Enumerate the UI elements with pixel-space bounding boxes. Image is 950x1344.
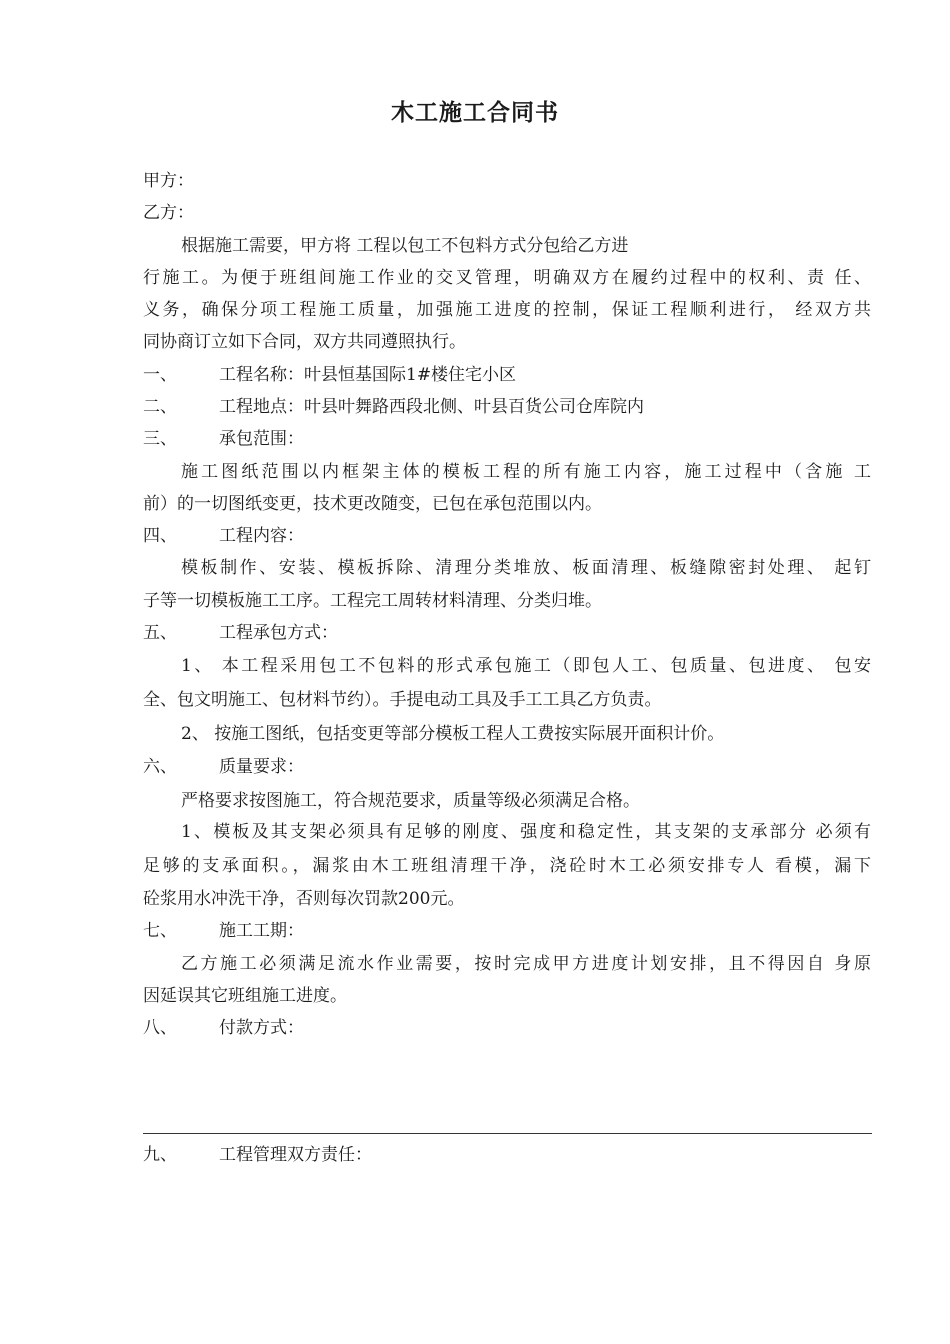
intro-line: 行施工。为便于班组间施工作业的交叉管理，明确双方在履约过程中的权利、责 任、 (143, 268, 871, 288)
section-heading-3 (143, 427, 871, 451)
scope-line: 施工图纸范围以内框架主体的模板工程的所有施工内容，施工过程中（含施 工 (181, 462, 871, 482)
section-number: 七、 (143, 921, 177, 941)
divider-line (143, 1133, 872, 1134)
intro-line: 义务，确保分项工程施工质量，加强施工进度的控制，保证工程顺利进行， 经双方共 (143, 300, 871, 320)
section-text: 工程名称：叶县恒基国际1#楼住宅小区 (219, 365, 517, 385)
schedule-line: 乙方施工必须满足流水作业需要，按时完成甲方进度计划安排，且不得因自 身原 (181, 954, 871, 974)
section-text: 工程管理双方责任： (219, 1145, 372, 1165)
section-text: 付款方式： (219, 1018, 304, 1038)
section-text: 工程承包方式： (219, 623, 338, 643)
section-text: 质量要求： (219, 757, 304, 777)
section-number: 四、 (143, 526, 177, 546)
section-text: 工程内容： (219, 526, 304, 546)
section-heading-1 (143, 363, 871, 387)
quality-line: 1、模板及其支架必须具有足够的刚度、强度和稳定性，其支架的支承部分 必须有 (181, 822, 871, 842)
section-number: 八、 (143, 1018, 177, 1038)
section-number: 五、 (143, 623, 177, 643)
scope-line: 前）的一切图纸变更，技术更改随变，已包在承包范围以内。 (143, 494, 602, 514)
section-heading-7 (143, 919, 871, 943)
quality-line: 砼浆用水冲洗干净，否则每次罚款200元。 (143, 889, 465, 909)
document-title: 木工施工合同书 (391, 100, 559, 126)
method-line: 1、 本工程采用包工不包料的形式承包施工（即包人工、包质量、包进度、 包安 (181, 656, 871, 676)
section-heading-8 (143, 1016, 871, 1040)
content-line: 模板制作、安装、模板拆除、清理分类堆放、板面清理、板缝隙密封处理、 起钉 (181, 558, 871, 578)
schedule-line: 因延误其它班组施工进度。 (143, 986, 347, 1006)
section-number: 二、 (143, 397, 177, 417)
section-text: 工程地点：叶县叶舞路西段北侧、叶县百货公司仓库院内 (219, 397, 644, 417)
section-text: 施工工期： (219, 921, 304, 941)
section-number: 三、 (143, 429, 177, 449)
section-heading-4 (143, 524, 871, 548)
content-line: 子等一切模板施工工序。工程完工周转材料清理、分类归堆。 (143, 591, 602, 611)
section-heading-5 (143, 621, 871, 645)
section-heading-6 (143, 755, 871, 779)
method-line: 2、 按施工图纸，包括变更等部分模板工程人工费按实际展开面积计价。 (181, 724, 725, 744)
intro-line: 同协商订立如下合同，双方共同遵照执行。 (143, 332, 466, 352)
section-number: 一、 (143, 365, 177, 385)
section-text: 承包范围： (219, 429, 304, 449)
party-a-line: 甲方： (143, 171, 194, 191)
section-number: 六、 (143, 757, 177, 777)
section-heading-2 (143, 395, 871, 419)
section-number: 九、 (143, 1145, 177, 1165)
intro-line: 根据施工需要，甲方将 工程以包工不包料方式分包给乙方进 (181, 236, 629, 256)
section-heading-9 (143, 1143, 871, 1167)
method-line: 全、包文明施工、包材料节约）。手提电动工具及手工工具乙方负责。 (143, 690, 662, 710)
quality-line: 足够的支承面积。，漏浆由木工班组清理干净，浇砼时木工必须安排专人 看模，漏下 (143, 856, 871, 876)
party-b-line: 乙方： (143, 203, 194, 223)
quality-line: 严格要求按图施工，符合规范要求，质量等级必须满足合格。 (181, 791, 640, 811)
